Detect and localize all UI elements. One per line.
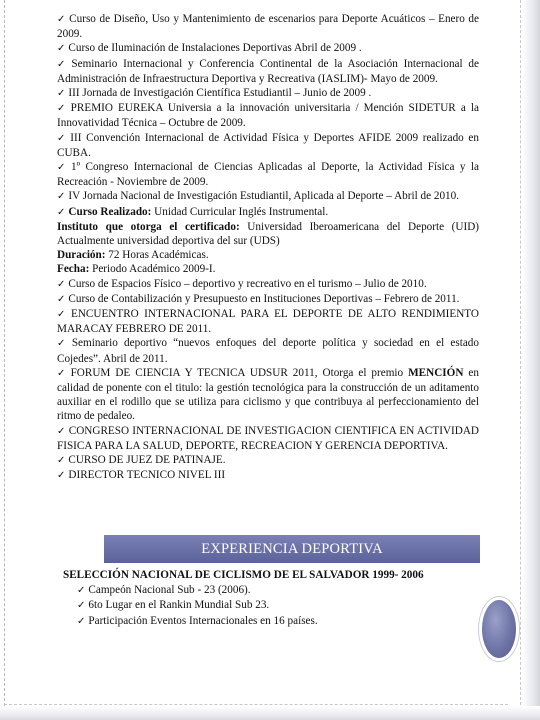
checkmark-icon: ✓	[57, 132, 68, 144]
institute-label: Instituto que otorga el certificado:	[57, 220, 240, 233]
list-item: ✓ Curso de Espacios Físico – deportivo y recreativo en el turismo – Julio de 2010.	[57, 277, 427, 290]
course-date	[57, 262, 479, 276]
forum-item: ✓ FORUM DE CIENCIA Y TECNICA UDSUR 2011, Otorga el premio MENCIÓN en calidad de ponente con el titulo: la gestión tecnológica para la construcción de un aditamento auxiliar en el rodillo que se utiliza para ciclismo y que contribuya al perfeccionamiento del ritmo de pedaleo.	[57, 366, 479, 423]
checkmark-icon: ✓	[57, 162, 68, 174]
list-item: ✓ DIRECTOR TECNICO NIVEL III	[57, 469, 226, 482]
list-item: ✓ Curso de Contabilización y Presupuesto en Instituciones Deportivas – Febrero de 2011.	[57, 292, 460, 305]
list-item: ✓ IV Jornada Nacional de Investigación Estudiantil, Aplicada al Deporte – Abril de 2010.	[57, 190, 460, 203]
checkmark-icon: ✓	[57, 43, 66, 55]
page-border-right	[522, 0, 540, 720]
checkmark-icon: ✓	[57, 191, 66, 203]
duration-label: Duración:	[57, 249, 106, 262]
course-done	[57, 205, 479, 220]
checkmark-icon: ✓	[57, 338, 69, 350]
list-item: ✓ Curso de Diseño, Uso y Mantenimiento de escenarios para Deporte Acuáticos – Enero de 2009.	[57, 13, 479, 41]
section-banner-title: EXPERIENCIA DEPORTIVA	[201, 540, 383, 557]
list-item: ✓ PREMIO EUREKA Universia a la innovación universitaria / Mención SIDETUR a la Innovatividad Técnica – Octubre de 2009.	[57, 102, 479, 130]
checkmark-icon: ✓	[57, 367, 68, 379]
duration-value: 72 Horas Académicas.	[108, 249, 209, 262]
section-banner	[104, 535, 480, 563]
checkmark-icon: ✓	[57, 103, 68, 115]
list-item: ✓ III Convención Internacional de Actividad Física y Deportes AFIDE 2009 realizado en CUBA.	[57, 131, 479, 159]
page-border-left	[4, 0, 6, 706]
list-item: ✓ Campeón Nacional Sub - 23 (2006).	[77, 584, 251, 597]
checkmark-icon: ✓	[57, 455, 66, 467]
page-border-bottom	[0, 706, 540, 720]
checkmark-icon: ✓	[57, 206, 66, 218]
checkmark-icon: ✓	[57, 58, 69, 70]
list-item: ✓ 6to Lugar en el Rankin Mundial Sub 23.	[77, 599, 270, 612]
sport-title: SELECCIÓN NACIONAL DE CICLISMO DE EL SALVADOR 1999- 2006	[63, 569, 424, 581]
course-done-value: Unidad Curricular Inglés Instrumental.	[154, 205, 329, 218]
date-label: Fecha:	[57, 263, 90, 276]
course-done-label: Curso Realizado:	[68, 205, 152, 218]
checkmark-icon: ✓	[57, 278, 66, 290]
course-duration	[57, 248, 479, 262]
sport-experience	[63, 568, 473, 629]
checkmark-icon: ✓	[77, 615, 86, 627]
list-item: ✓ CONGRESO INTERNACIONAL DE INVESTIGACION CIENTIFICA EN ACTIVIDAD FISICA PARA LA SALUD, DEPORTE, RECREACION Y GERENCIA DEPORTIVA.	[57, 424, 479, 452]
checkmark-icon: ✓	[57, 14, 67, 25]
list-item: ✓ Curso de Iluminación de Instalaciones Deportivas Abril de 2009 .	[57, 42, 362, 55]
list-item: ✓ Seminario deportivo “nuevos enfoques del deporte política y sociedad en el estado Cojedes”. Abril de 2011.	[57, 337, 479, 365]
checkmark-icon: ✓	[77, 600, 86, 612]
list-item: ✓ Participación Eventos Internacionales en 16 países.	[77, 614, 318, 627]
list-item: ✓ 1º Congreso Internacional de Ciencias Aplicadas al Deporte, la Actividad Física y la Recreación - Noviembre de 2009.	[57, 161, 479, 189]
checkmark-icon: ✓	[77, 585, 86, 597]
course-institute	[57, 220, 479, 248]
checkmark-icon: ✓	[57, 470, 66, 482]
list-item: ✓ CURSO DE JUEZ DE PATINAJE.	[57, 454, 226, 467]
institute-value: Universidad Iberoamericana del Deporte (UID) Actualmente universidad deportiva del sur (UDS)	[57, 220, 480, 248]
training-list	[57, 12, 479, 484]
list-item: ✓ Seminario Internacional y Conferencia Continental de la Asociación Internacional de Administración de Infraestructura Deportiva y Recreativa (IASLIM)- Mayo de 2009.	[57, 57, 479, 85]
list-item: ✓ ENCUENTRO INTERNACIONAL PARA EL DEPORTE DE ALTO RENDIMIENTO MARACAY FEBRERO DE 2011.	[57, 308, 479, 336]
date-value: Periodo Académico 2009-I.	[92, 263, 216, 276]
checkmark-icon: ✓	[57, 425, 66, 437]
checkmark-icon: ✓	[57, 293, 66, 305]
checkmark-icon: ✓	[57, 309, 68, 321]
decorative-oval	[479, 597, 519, 661]
forum-award: MENCIÓN	[408, 366, 464, 379]
list-item: ✓ III Jornada de Investigación Científica Estudiantil – Junio de 2009 .	[57, 87, 372, 100]
checkmark-icon: ✓	[57, 88, 66, 100]
